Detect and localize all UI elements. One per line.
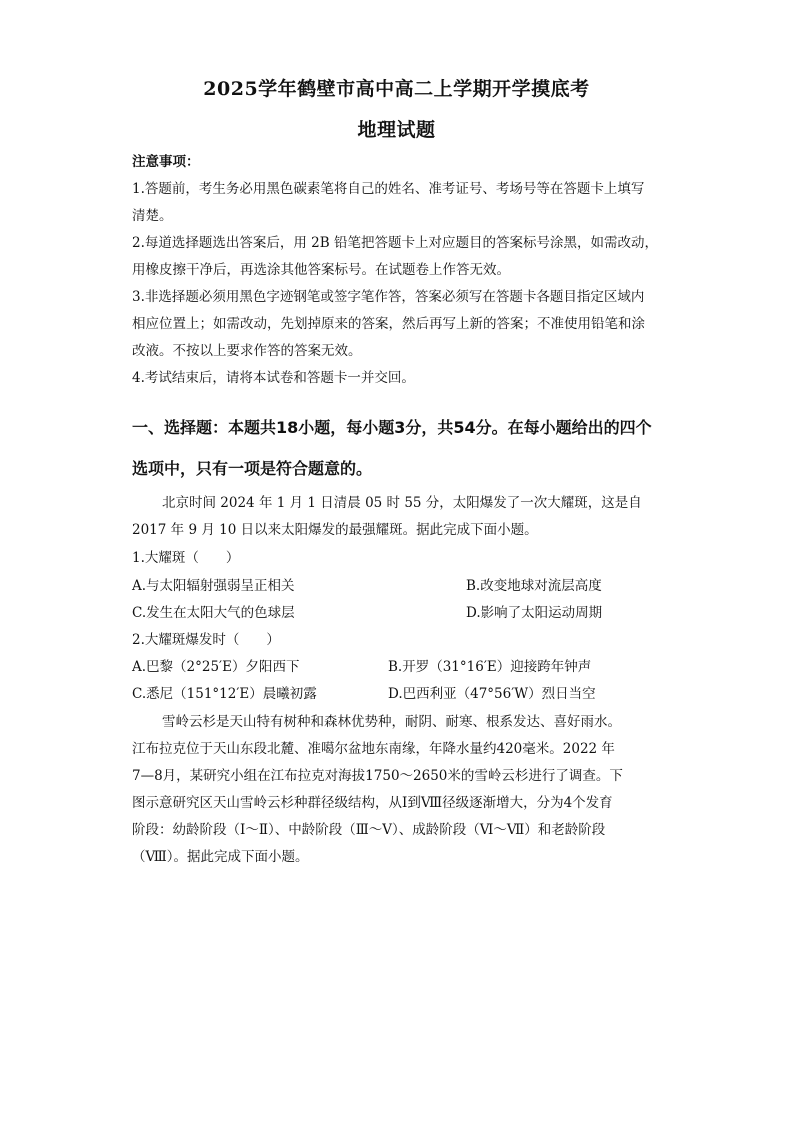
passage-line: 雪岭云杉是天山特有树种和森林优势种，耐阴、耐寒、根系发达、喜好雨水。 xyxy=(162,714,621,730)
notes-line: 3.非选择题必须用黑色字迹钢笔或签字笔作答，答案必须写在答题卡各题目指定区域内 xyxy=(132,289,645,305)
exam-title: 2025学年鹤壁市高中高二上学期开学摸底考 xyxy=(203,78,590,100)
notes-line: 2.每道选择题选出答案后，用 2B 铅笔把答题卡上对应题目的答案标号涂黑，如需改动， xyxy=(132,235,658,251)
passage-line: 2017 年 9 月 10 日以来太阳爆发的最强耀斑。据此完成下面小题。 xyxy=(132,522,538,538)
passage-line: 江布拉克位于天山东段北麓、准噶尔盆地东南缘，年降水量约420毫米。2022 年 xyxy=(132,741,615,757)
notes-line: 相应位置上；如需改动，先划掉原来的答案，然后再写上新的答案；不准使用铅笔和涂 xyxy=(132,316,645,332)
q1-option-b: B.改变地球对流层高度 xyxy=(466,578,602,594)
section-heading-cont: 选项中，只有一项是符合题意的。 xyxy=(132,459,373,478)
notes-line: 1.答题前，考生务必用黑色碳素笔将自己的姓名、准考证号、考场号等在答题卡上填写 xyxy=(132,181,645,197)
q1-option-a: A.与太阳辐射强弱呈正相关 xyxy=(132,578,295,594)
exam-subtitle: 地理试题 xyxy=(357,119,436,141)
notes-line: 改液。不按以上要求作答的答案无效。 xyxy=(132,343,362,359)
passage-line: （Ⅷ）。据此完成下面小题。 xyxy=(132,849,309,865)
section-heading: 一、选择题：本题共18小题，每小题3分，共54分。在每小题给出的四个 xyxy=(132,418,652,437)
notes-line: 用橡皮擦干净后，再选涂其他答案标号。在试题卷上作答无效。 xyxy=(132,262,510,278)
notes-line: 清楚。 xyxy=(132,208,173,224)
q2-option-d: D.巴西利亚（47°56′W）烈日当空 xyxy=(388,686,596,702)
q2-option-c: C.悉尼（151°12′E）晨曦初露 xyxy=(132,686,317,702)
question-2-stem: 2.大耀斑爆发时（ ） xyxy=(132,632,280,648)
q1-option-c: C.发生在太阳大气的色球层 xyxy=(132,605,295,621)
q2-option-b: B.开罗（31°16′E）迎接跨年钟声 xyxy=(388,659,592,675)
notes-heading: 注意事项： xyxy=(132,154,200,170)
passage-line: 图示意研究区天山雪岭云杉种群径级结构，从Ⅰ到Ⅷ径级逐渐增大，分为4个发育 xyxy=(132,795,613,811)
passage-line: 阶段：幼龄阶段（Ⅰ～Ⅱ）、中龄阶段（Ⅲ～Ⅴ）、成龄阶段（Ⅵ～Ⅶ）和老龄阶段 xyxy=(132,822,606,838)
passage-line: 北京时间 2024 年 1 月 1 日清晨 05 时 55 分，太阳爆发了一次大耀斑，这是自 xyxy=(162,495,642,511)
notes-line: 4.考试结束后，请将本试卷和答题卡一并交回。 xyxy=(132,370,415,386)
q1-option-d: D.影响了太阳运动周期 xyxy=(466,605,603,621)
passage-line: 7—8月，某研究小组在江布拉克对海拔1750～2650米的雪岭云杉进行了调查。下 xyxy=(132,768,623,784)
question-1-stem: 1.大耀斑（ ） xyxy=(132,550,240,566)
q2-option-a: A.巴黎（2°25′E）夕阳西下 xyxy=(132,659,300,675)
